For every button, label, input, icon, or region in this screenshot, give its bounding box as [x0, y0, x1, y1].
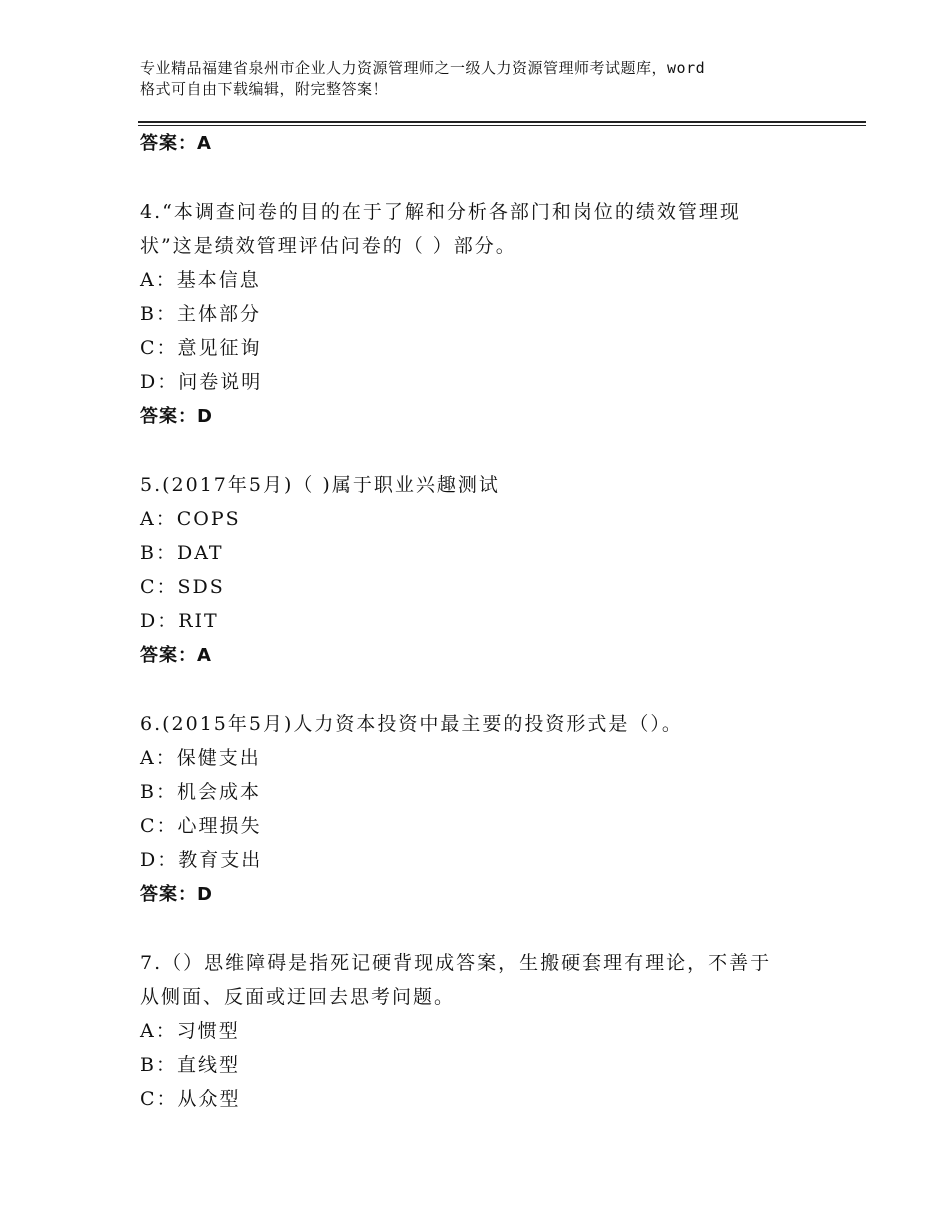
header-divider-thick [138, 121, 866, 123]
question-4-option-a: A：基本信息 [140, 269, 261, 291]
question-5-option-d: D：RIT [140, 610, 219, 632]
header-line-1: 专业精品福建省泉州市企业人力资源管理师之一级人力资源管理师考试题库，word [140, 59, 706, 77]
document-header [140, 58, 830, 100]
question-6-answer: 答案：D [140, 884, 213, 905]
question-5-option-a: A：COPS [140, 508, 241, 530]
question-7-option-b: B：直线型 [140, 1054, 240, 1076]
question-4-stem-line-1: 4.“本调查问卷的目的在于了解和分析各部门和岗位的绩效管理现 [140, 201, 741, 223]
question-7-stem-line-2: 从侧面、反面或迂回去思考问题。 [140, 986, 456, 1008]
question-5-option-c: C：SDS [140, 576, 225, 598]
question-5-answer: 答案：A [140, 645, 212, 666]
question-6-option-c: C：心理损失 [140, 815, 262, 837]
question-7-option-a: A：习惯型 [140, 1020, 240, 1042]
question-4-option-d: D：问卷说明 [140, 371, 263, 393]
question-5-option-b: B：DAT [140, 542, 224, 564]
question-6-option-d: D：教育支出 [140, 849, 263, 871]
question-4-stem-line-2: 状”这是绩效管理评估问卷的（ ）部分。 [140, 235, 517, 257]
question-4-answer: 答案：D [140, 406, 213, 427]
question-6-option-a: A：保健支出 [140, 747, 261, 769]
header-divider-thin [138, 125, 866, 126]
question-4-option-c: C：意见征询 [140, 337, 262, 359]
question-5-stem: 5.(2017年5月)（ )属于职业兴趣测试 [140, 474, 500, 496]
question-7-stem-line-1: 7.（）思维障碍是指死记硬背现成答案，生搬硬套理有理论，不善于 [140, 952, 772, 974]
question-4-option-b: B：主体部分 [140, 303, 261, 325]
question-6-option-b: B：机会成本 [140, 781, 261, 803]
header-line-2: 格式可自由下载编辑，附完整答案！ [140, 80, 389, 98]
question-7-option-c: C：从众型 [140, 1088, 241, 1110]
previous-question-answer: 答案：A [140, 133, 212, 154]
question-6-stem: 6.(2015年5月)人力资本投资中最主要的投资形式是（）。 [140, 713, 683, 735]
